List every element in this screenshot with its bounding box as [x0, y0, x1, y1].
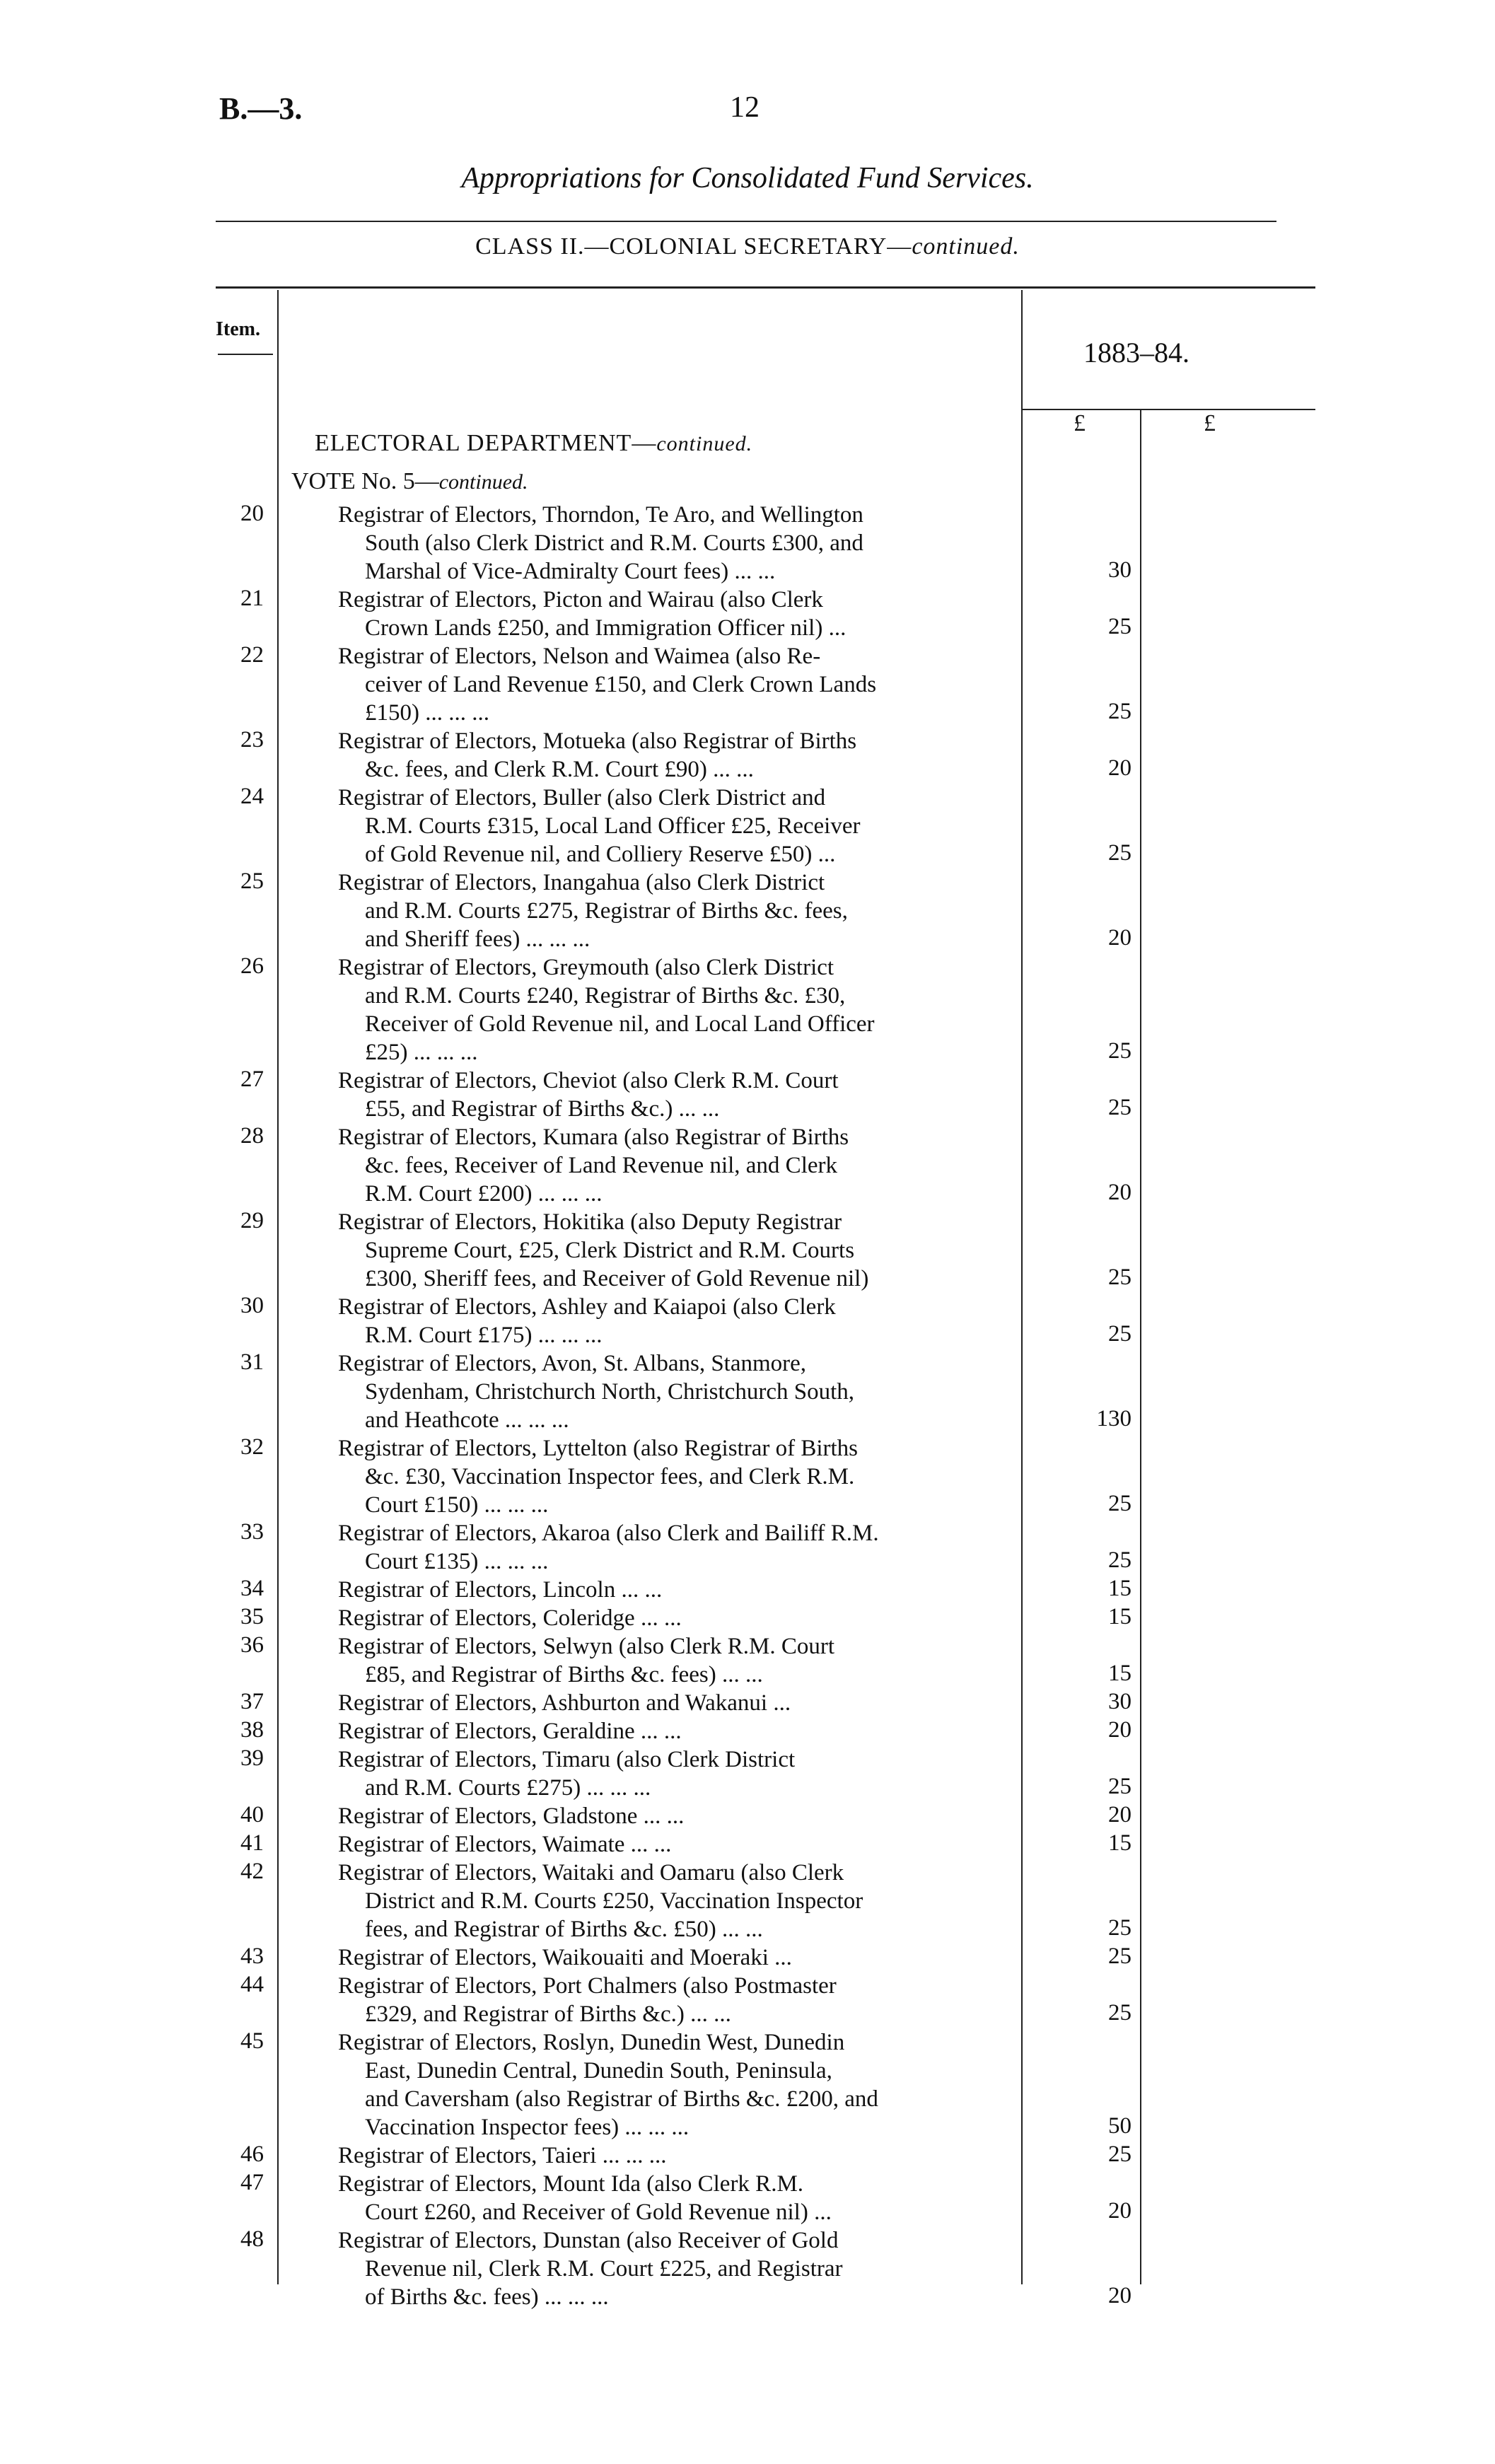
item-description-line: and R.M. Courts £275, Registrar of Births &c. fees,: [365, 898, 848, 924]
item-description-line: of Births &c. fees) ... ... ...: [365, 2284, 609, 2310]
page-code: B.—3.: [219, 91, 303, 126]
item-amount: 15: [1108, 1576, 1132, 1601]
item-description-line: Marshal of Vice-Admiralty Court fees) ... ...: [365, 559, 776, 584]
item-description-line: of Gold Revenue nil, and Colliery Reserve £50) ...: [365, 842, 836, 867]
item-description: [338, 1745, 1013, 1802]
item-amount: 25: [1108, 1321, 1132, 1347]
item-description-line: South (also Clerk District and R.M. Courts £300, and: [365, 530, 863, 556]
item-number: 43: [240, 1943, 264, 1969]
item-description-line: Registrar of Electors, Waimate ... ...: [338, 1832, 672, 1857]
vote-heading: [291, 468, 528, 495]
item-description-line: Registrar of Electors, Picton and Wairau (also Clerk: [338, 587, 823, 612]
item-description: [338, 868, 1013, 953]
class-heading-continued: continued.: [912, 233, 1020, 260]
item-description: [338, 1123, 1013, 1208]
item-description: [338, 1519, 1013, 1576]
item-description: [338, 501, 1013, 586]
item-amount: 130: [1096, 1406, 1132, 1431]
item-description-line: Registrar of Electors, Gladstone ... ...: [338, 1803, 685, 1829]
title-rule: [216, 221, 1276, 222]
item-description-line: Registrar of Electors, Timaru (also Clerk District: [338, 1747, 796, 1772]
item-description-line: Registrar of Electors, Geraldine ... ...: [338, 1719, 682, 1744]
item-description-line: Registrar of Electors, Avon, St. Albans, Stanmore,: [338, 1351, 807, 1376]
item-description-line: Registrar of Electors, Thorndon, Te Aro, and Wellington: [338, 502, 863, 528]
item-number: 42: [240, 1859, 264, 1884]
amount-column-rule: [1021, 290, 1023, 2284]
item-description: [338, 1802, 1013, 1830]
currency-symbol-col2: £: [1204, 410, 1216, 436]
section-title: [315, 430, 752, 457]
item-description-line: £25) ... ... ...: [365, 1040, 478, 1065]
class-heading-text: CLASS II.—COLONIAL SECRETARY—: [475, 233, 912, 260]
item-number: 32: [240, 1434, 264, 1460]
item-description-line: Registrar of Electors, Selwyn (also Clerk R.M. Court: [338, 1634, 835, 1659]
amount-subcolumn-rule: [1140, 410, 1141, 2284]
currency-symbol-col1: £: [1074, 410, 1086, 436]
item-description-line: Registrar of Electors, Lincoln ... ...: [338, 1577, 663, 1603]
item-amount: 20: [1108, 1180, 1132, 1205]
item-description: [338, 2142, 1013, 2170]
year-header: 1883–84.: [1083, 337, 1189, 368]
item-description-line: Registrar of Electors, Buller (also Clerk District and: [338, 785, 826, 810]
class-heading: [0, 233, 1495, 260]
item-header-underline: [218, 354, 273, 355]
item-description-line: Receiver of Gold Revenue nil, and Local Land Officer: [365, 1011, 875, 1037]
item-description-line: R.M. Court £200) ... ... ...: [365, 1181, 603, 1207]
item-amount: 20: [1108, 2198, 1132, 2224]
section-title-continued: continued.: [656, 432, 753, 455]
item-description-line: ceiver of Land Revenue £150, and Clerk Crown Lands: [365, 672, 877, 697]
item-number: 28: [240, 1123, 264, 1149]
item-number: 47: [240, 2170, 264, 2195]
item-number: 31: [240, 1349, 264, 1375]
item-number: 35: [240, 1604, 264, 1629]
item-number: 27: [240, 1067, 264, 1092]
item-amount: 25: [1108, 699, 1132, 724]
item-column-header: Item.: [216, 318, 260, 340]
item-description-line: £300, Sheriff fees, and Receiver of Gold Revenue nil): [365, 1266, 869, 1291]
item-column-rule: [277, 290, 279, 2284]
item-description: [338, 1208, 1013, 1293]
item-description-line: Sydenham, Christchurch North, Christchurch South,: [365, 1379, 855, 1405]
item-description: [338, 1067, 1013, 1123]
item-description-line: District and R.M. Courts £250, Vaccination Inspector: [365, 1888, 863, 1914]
item-description-line: Supreme Court, £25, Clerk District and R.M. Courts: [365, 1238, 855, 1263]
item-number: 45: [240, 2028, 264, 2054]
item-number: 37: [240, 1689, 264, 1714]
item-description-line: Registrar of Electors, Inangahua (also Clerk District: [338, 870, 825, 895]
item-description-line: £329, and Registrar of Births &c.) ... ...: [365, 2001, 731, 2027]
item-amount: 25: [1108, 1547, 1132, 1573]
item-description: [338, 1349, 1013, 1434]
item-description: [338, 1972, 1013, 2028]
item-number: 39: [240, 1745, 264, 1771]
item-description-line: Revenue nil, Clerk R.M. Court £225, and Registrar: [365, 2256, 843, 2282]
section-title-text: ELECTORAL DEPARTMENT—: [315, 430, 657, 456]
item-description-line: &c. £30, Vaccination Inspector fees, and Clerk R.M.: [365, 1464, 855, 1489]
item-description-line: £85, and Registrar of Births &c. fees) ... ...: [365, 1662, 763, 1687]
item-description-line: Registrar of Electors, Cheviot (also Clerk R.M. Court: [338, 1068, 839, 1093]
item-amount: 20: [1108, 755, 1132, 781]
item-description: [338, 1293, 1013, 1349]
item-amount: 50: [1108, 2113, 1132, 2139]
item-amount: 30: [1108, 1689, 1132, 1714]
item-description-line: Crown Lands £250, and Immigration Officer nil) ...: [365, 615, 847, 641]
item-number: 30: [240, 1293, 264, 1318]
item-amount: 25: [1108, 1774, 1132, 1799]
item-description-line: and Caversham (also Registrar of Births &c. £200, and: [365, 2086, 878, 2112]
item-description: [338, 2170, 1013, 2226]
item-description: [338, 784, 1013, 868]
item-description: [338, 1943, 1013, 1972]
item-amount: 25: [1108, 1943, 1132, 1969]
item-description-line: &c. fees, and Clerk R.M. Court £90) ... ...: [365, 757, 754, 782]
item-description: [338, 1689, 1013, 1717]
item-amount: 20: [1108, 1717, 1132, 1743]
item-description: [338, 1859, 1013, 1943]
item-number: 26: [240, 953, 264, 979]
item-description-line: Registrar of Electors, Lyttelton (also Registrar of Births: [338, 1436, 859, 1461]
item-amount: 30: [1108, 557, 1132, 583]
item-number: 20: [240, 501, 264, 526]
page-number: 12: [730, 91, 760, 124]
item-number: 46: [240, 2142, 264, 2167]
year-underline-rule: [1021, 409, 1315, 410]
item-number: 33: [240, 1519, 264, 1545]
item-description-line: Registrar of Electors, Motueka (also Registrar of Births: [338, 728, 857, 754]
item-description-line: Registrar of Electors, Coleridge ... ...: [338, 1605, 682, 1631]
item-number: 24: [240, 784, 264, 809]
item-description-line: and Sheriff fees) ... ... ...: [365, 926, 591, 952]
item-description: [338, 586, 1013, 642]
item-amount: 25: [1108, 1038, 1132, 1064]
item-number: 36: [240, 1632, 264, 1658]
item-number: 29: [240, 1208, 264, 1233]
item-description-line: Registrar of Electors, Ashley and Kaiapoi (also Clerk: [338, 1294, 836, 1320]
item-description-line: and R.M. Courts £240, Registrar of Births &c. £30,: [365, 983, 846, 1009]
item-description-line: Registrar of Electors, Taieri ... ... ...: [338, 2143, 667, 2168]
item-description-line: Registrar of Electors, Greymouth (also Clerk District: [338, 955, 834, 980]
item-number: 34: [240, 1576, 264, 1601]
item-description-line: and Heathcote ... ... ...: [365, 1407, 569, 1433]
item-description: [338, 1830, 1013, 1859]
page-title: Appropriations for Consolidated Fund Services.: [461, 162, 1034, 194]
item-description-line: Registrar of Electors, Roslyn, Dunedin West, Dunedin: [338, 2030, 845, 2055]
item-description-line: Registrar of Electors, Nelson and Waimea (also Re-: [338, 644, 821, 669]
item-amount: 25: [1108, 1915, 1132, 1941]
vote-heading-text: VOTE No. 5—: [291, 468, 439, 494]
item-amount: 25: [1108, 1095, 1132, 1120]
item-amount: 20: [1108, 2283, 1132, 2308]
item-description-line: Registrar of Electors, Mount Ida (also Clerk R.M.: [338, 2171, 804, 2197]
item-number: 48: [240, 2226, 264, 2252]
item-description-line: R.M. Courts £315, Local Land Officer £25, Receiver: [365, 813, 861, 839]
item-amount: 25: [1108, 1491, 1132, 1516]
item-description: [338, 953, 1013, 1067]
item-description-line: Vaccination Inspector fees) ... ... ...: [365, 2115, 690, 2140]
vote-heading-continued: continued.: [438, 470, 528, 494]
item-number: 25: [240, 868, 264, 894]
item-description-line: Registrar of Electors, Waitaki and Oamaru (also Clerk: [338, 1860, 844, 1885]
item-description-line: Court £135) ... ... ...: [365, 1549, 549, 1574]
item-amount: 25: [1108, 1265, 1132, 1290]
item-number: 22: [240, 642, 264, 668]
item-description-line: Registrar of Electors, Akaroa (also Clerk and Bailiff R.M.: [338, 1521, 879, 1546]
item-description-line: R.M. Court £175) ... ... ...: [365, 1323, 603, 1348]
item-amount: 25: [1108, 2000, 1132, 2026]
item-description-line: Registrar of Electors, Waikouaiti and Moeraki ...: [338, 1945, 792, 1970]
item-number: 23: [240, 727, 264, 752]
item-description-line: £55, and Registrar of Births &c.) ... ...: [365, 1096, 720, 1122]
item-description-line: &c. fees, Receiver of Land Revenue nil, and Clerk: [365, 1153, 837, 1178]
item-number: 41: [240, 1830, 264, 1856]
item-description: [338, 2028, 1013, 2142]
item-description-line: fees, and Registrar of Births &c. £50) ... ...: [365, 1917, 763, 1942]
item-description-line: Court £150) ... ... ...: [365, 1492, 549, 1518]
item-description-line: Registrar of Electors, Hokitika (also Deputy Registrar: [338, 1209, 842, 1235]
item-description-line: and R.M. Courts £275) ... ... ...: [365, 1775, 651, 1801]
item-number: 40: [240, 1802, 264, 1827]
item-description-line: Registrar of Electors, Dunstan (also Receiver of Gold: [338, 2228, 839, 2253]
item-description: [338, 1434, 1013, 1519]
item-description-line: Registrar of Electors, Port Chalmers (also Postmaster: [338, 1973, 837, 1999]
item-description: [338, 1576, 1013, 1604]
item-description: [338, 727, 1013, 784]
item-description-line: Court £260, and Receiver of Gold Revenue nil) ...: [365, 2199, 832, 2225]
item-description-line: £150) ... ... ...: [365, 700, 489, 726]
item-description-line: East, Dunedin Central, Dunedin South, Peninsula,: [365, 2058, 832, 2084]
item-number: 21: [240, 586, 264, 611]
item-amount: 20: [1108, 925, 1132, 951]
item-description: [338, 1717, 1013, 1745]
item-amount: 15: [1108, 1604, 1132, 1629]
item-description-line: Registrar of Electors, Ashburton and Wakanui ...: [338, 1690, 791, 1716]
item-amount: 15: [1108, 1661, 1132, 1686]
table-top-rule: [216, 286, 1315, 289]
item-description: [338, 2226, 1013, 2311]
item-amount: 25: [1108, 840, 1132, 866]
item-description: [338, 1604, 1013, 1632]
item-description-line: Registrar of Electors, Kumara (also Registrar of Births: [338, 1125, 849, 1150]
item-amount: 20: [1108, 1802, 1132, 1827]
item-number: 38: [240, 1717, 264, 1743]
item-number: 44: [240, 1972, 264, 1997]
item-description: [338, 1632, 1013, 1689]
item-description: [338, 642, 1013, 727]
item-amount: 25: [1108, 2142, 1132, 2167]
item-amount: 25: [1108, 614, 1132, 639]
item-amount: 15: [1108, 1830, 1132, 1856]
